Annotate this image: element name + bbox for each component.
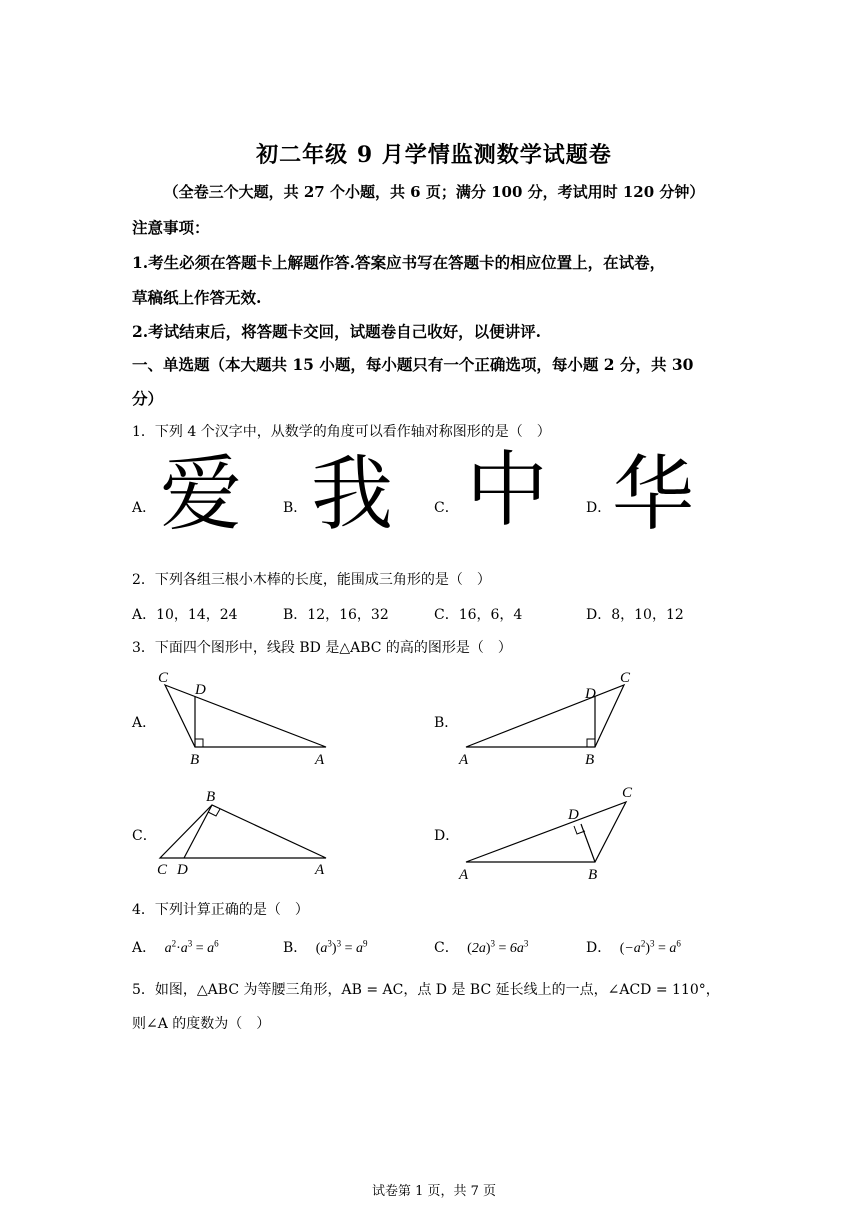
q2-option-d: D．8，10，12	[586, 607, 684, 623]
q4-option-d-expr: $(-a^2)^3 = a^6$	[619, 938, 681, 956]
q3d-point-b: B	[588, 867, 598, 883]
q1-option-d-char: 华	[612, 447, 695, 542]
exam-subtitle: （全卷三个大题，共 27 个小题，共 6 页；满分 100 分，考试用时 120 分钟）	[163, 183, 705, 201]
q3-figure-d	[450, 780, 650, 885]
q2-option-b: B．12，16，32	[283, 607, 389, 623]
note-1-line-2: 草稿纸上作答无效.	[132, 288, 262, 307]
q3b-point-d: D	[585, 686, 596, 702]
q3a-point-c: C	[158, 670, 169, 686]
q3-option-d-label: D．	[434, 828, 460, 844]
q4-option-a-label: A．	[132, 940, 157, 956]
q3c-point-c: C	[157, 862, 168, 878]
question-4-stem: 4．下列计算正确的是（ ）	[132, 902, 309, 918]
q1-option-b-label: B．	[283, 500, 308, 516]
q3-figure-a	[150, 665, 350, 775]
note-2: 2.考试结束后，将答题卡交回，试题卷自己收好，以便讲评.	[132, 322, 542, 341]
q3c-point-d: D	[177, 862, 188, 878]
q1-option-c-label: C．	[434, 500, 459, 516]
q1-option-d-label: D．	[586, 500, 612, 516]
q3-figure-b	[450, 665, 650, 775]
q4-option-b-expr: $(a^3)^3 = a^9$	[315, 938, 368, 956]
question-3-stem: 3．下面四个图形中，线段 BD 是△ABC 的高的图形是（ ）	[132, 640, 512, 656]
q3d-point-c: C	[622, 785, 633, 801]
q3-option-c-label: C．	[132, 828, 157, 844]
q4-option-d	[586, 937, 681, 957]
q3d-point-a: A	[459, 867, 469, 883]
q3b-point-c: C	[620, 670, 631, 686]
page-footer: 试卷第 1 页，共 7 页	[371, 1184, 497, 1199]
question-1-stem: 1．下列 4 个汉字中，从数学的角度可以看作轴对称图形的是（ ）	[132, 424, 551, 440]
q4-option-d-label: D．	[586, 940, 612, 956]
q1-option-b-char: 我	[311, 447, 394, 542]
q1-option-a-char: 爱	[160, 447, 243, 542]
q4-option-a-expr: $a^2\cdot a^3 = a^6$	[164, 938, 219, 956]
question-5-line-1: 5．如图，△ABC 为等腰三角形，AB = AC，点 D 是 BC 延长线上的一点，∠ACD = 110°，	[132, 982, 720, 998]
question-2-stem: 2．下列各组三根小木棒的长度，能围成三角形的是（ ）	[132, 572, 491, 588]
q3a-point-b: B	[190, 752, 200, 768]
q4-option-c	[434, 937, 528, 957]
q3b-point-a: A	[459, 752, 469, 768]
q3-option-a-label: A．	[132, 715, 157, 731]
q3b-point-b: B	[585, 752, 595, 768]
exam-title: 初二年级 9 月学情监测数学试题卷	[256, 142, 612, 168]
q4-option-b	[283, 937, 368, 957]
q3-figure-c	[150, 785, 350, 885]
q2-option-a: A．10，14，24	[132, 607, 238, 623]
note-1-line-1: 1.考生必须在答题卡上解题作答.答案应书写在答题卡的相应位置上，在试卷，	[132, 253, 666, 272]
q3c-point-b: B	[206, 789, 216, 805]
q2-option-c: C．16，6，4	[434, 607, 523, 623]
q3-option-b-label: B．	[434, 715, 459, 731]
question-5-line-2: 则∠A 的度数为（ ）	[132, 1016, 271, 1032]
q3a-point-a: A	[315, 752, 325, 768]
q1-option-c-char: 中	[466, 443, 549, 538]
q3c-point-a: A	[315, 862, 325, 878]
section-1-heading: 一、单选题（本大题共 15 小题，每小题只有一个正确选项，每小题 2 分，共 30	[132, 355, 694, 374]
q4-option-b-label: B．	[283, 940, 308, 956]
section-1-heading-cont: 分）	[132, 389, 164, 408]
q4-option-a	[132, 937, 219, 957]
notes-heading: 注意事项：	[132, 218, 210, 237]
q4-option-c-expr: $(2a)^3 = 6a^3$	[467, 938, 529, 956]
q1-option-a-label: A．	[132, 500, 157, 516]
q3d-point-d: D	[568, 807, 579, 823]
q4-option-c-label: C．	[434, 940, 459, 956]
q3a-point-d: D	[195, 682, 206, 698]
